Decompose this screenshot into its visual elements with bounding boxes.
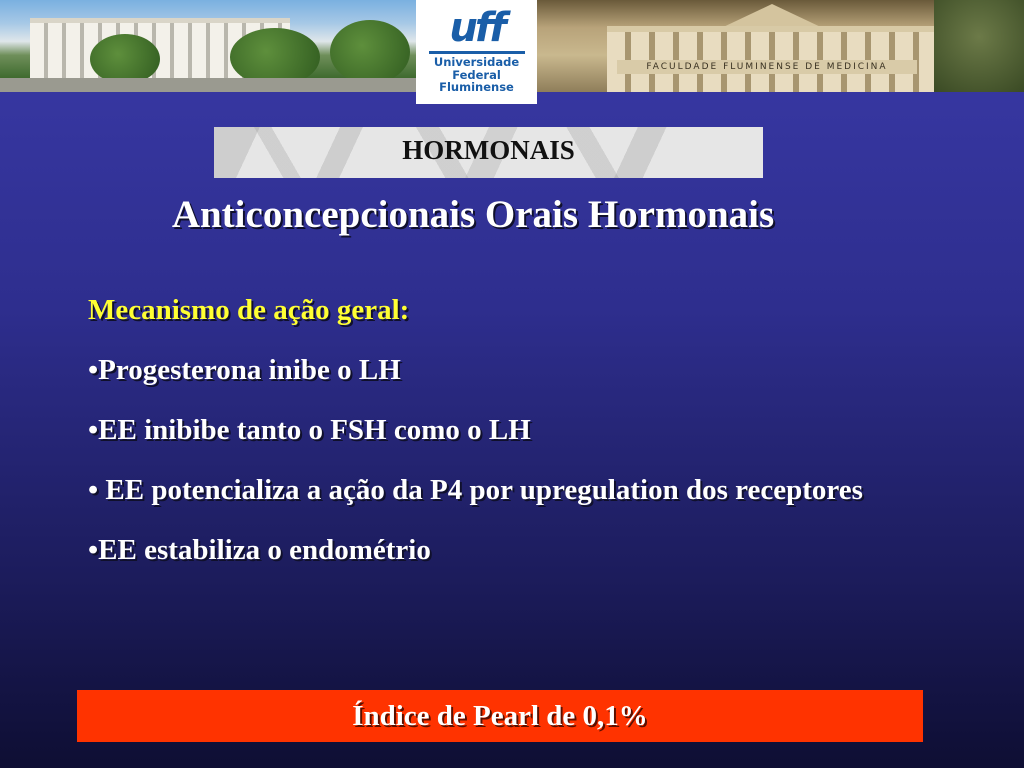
section-label: HORMONAIS: [402, 135, 575, 165]
slide-title: Anticoncepcionais Orais Hormonais: [171, 193, 775, 236]
building-facade: [607, 26, 937, 92]
logo-text-line-1: Universidade: [433, 55, 520, 69]
mechanism-heading: Mecanismo de ação geral:: [88, 294, 410, 326]
tree-shape: [330, 20, 410, 84]
bullet-item: •Progesterona inibe o LH: [88, 354, 401, 386]
faculty-photo-right: [537, 0, 1024, 92]
logo-text-line-3: Fluminense: [439, 80, 514, 94]
campus-photo-left: [0, 0, 416, 92]
pearl-index-bar: [77, 690, 923, 742]
foliage: [934, 0, 1024, 92]
logo-underline: [429, 51, 525, 54]
slide-body: [88, 294, 868, 594]
bullet-item: •EE estabiliza o endométrio: [88, 534, 431, 566]
ground-strip: [0, 78, 416, 92]
section-label-box: [214, 127, 763, 178]
uff-logo-mark: uff: [449, 5, 504, 51]
bullet-item: • EE potencializa a ação da P4 por upregulation dos receptores: [88, 474, 863, 506]
pearl-index-text: Índice de Pearl de 0,1%: [352, 699, 648, 732]
bullet-item: •EE inibibe tanto o FSH como o LH: [88, 414, 531, 446]
tree-shape: [90, 34, 160, 84]
faculty-sign: FACULDADE FLUMINENSE DE MEDICINA: [617, 60, 917, 74]
logo-text-line-2: Federal: [452, 67, 501, 82]
uff-logo: [416, 0, 537, 104]
